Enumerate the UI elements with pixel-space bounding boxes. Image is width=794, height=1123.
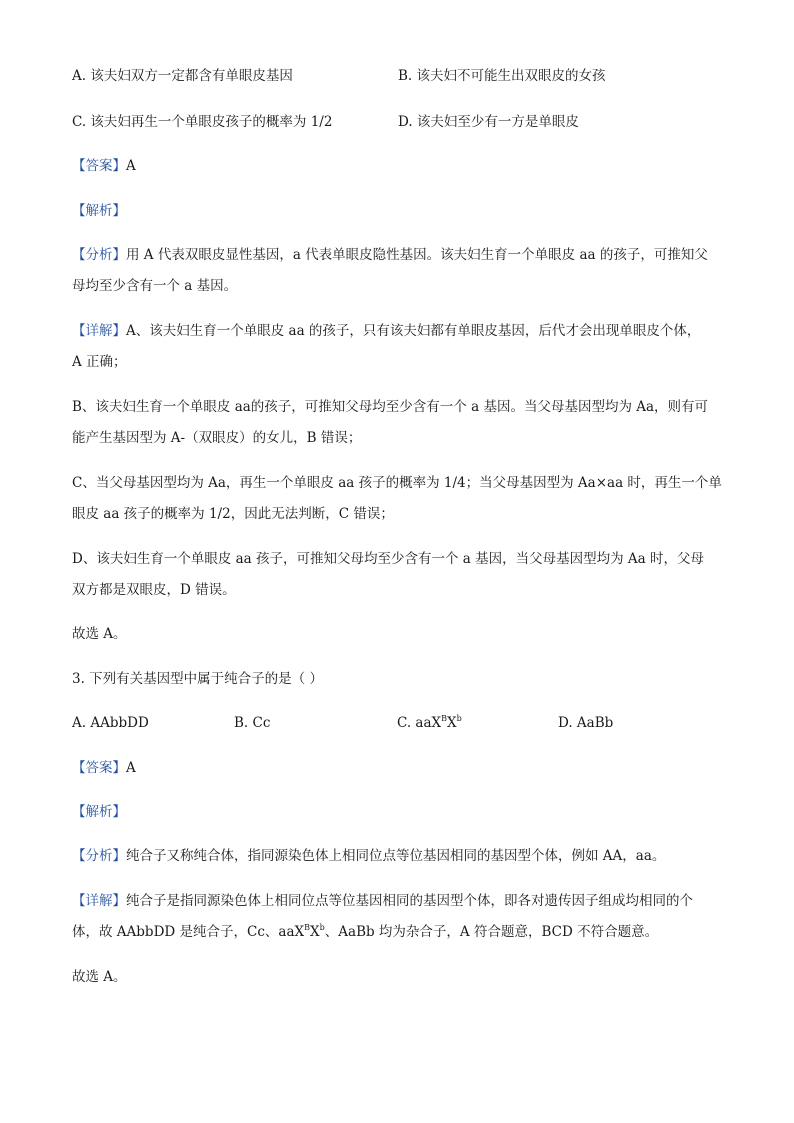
q3-analysis-heading: 【解析】	[72, 804, 126, 820]
option-c-text: C. aaX	[397, 715, 442, 731]
option-c-text-mid: X	[447, 715, 457, 731]
q2-xiangjie-line-2: A 正确；	[72, 354, 127, 370]
xiangjie-text: A、该夫妇生育一个单眼皮 aa 的孩子，只有该夫妇都有单眼皮基因，后代才会出现单眼皮个体，	[126, 323, 701, 339]
q3-option-b: B. Cc	[234, 715, 271, 731]
answer-value: A	[126, 158, 136, 174]
q3-option-c	[397, 714, 462, 732]
xiangjie-tag: 【详解】	[72, 893, 126, 909]
q2-xiangjie-line-1	[72, 322, 700, 340]
q2-d-line-1: D、该夫妇生育一个单眼皮 aa 孩子，可推知父母均至少含有一个 a 基因，当父母基因型均为 Aa 时，父母	[72, 551, 705, 567]
q3-xiangjie-line-2	[72, 923, 658, 941]
answer-tag: 【答案】	[72, 760, 126, 776]
q2-fenxi-line-1	[72, 246, 708, 264]
xiangjie-text-pre: 体，故 AAbbDD 是纯合子，Cc、aaX	[72, 924, 305, 940]
q2-option-b: B. 该夫妇不可能生出双眼皮的女孩	[398, 68, 606, 84]
option-c-sup-2: b	[456, 714, 462, 723]
q2-analysis-heading: 【解析】	[72, 203, 126, 219]
option-c-sup-1: B	[441, 714, 448, 723]
fenxi-text: 用 A 代表双眼皮显性基因，a 代表单眼皮隐性基因。该夫妇生育一个单眼皮 aa 的孩子，可推知父	[126, 247, 708, 263]
q2-d-line-2: 双方都是双眼皮，D 错误。	[72, 582, 236, 598]
q2-c-line-1: C、当父母基因型均为 Aa，再生一个单眼皮 aa 孩子的概率为 1/4；当父母基因型为 Aa×aa 时，再生一个单	[72, 475, 722, 491]
answer-value: A	[126, 760, 136, 776]
fenxi-tag: 【分析】	[72, 848, 126, 864]
q2-c-line-2: 眼皮 aa 孩子的概率为 1/2，因此无法判断，C 错误；	[72, 506, 394, 522]
xiangjie-text-mid: X	[310, 924, 320, 940]
xiangjie-text-post: 、AaBb 均为杂合子，A 符合题意，BCD 不符合题意。	[324, 924, 659, 940]
fenxi-tag: 【分析】	[72, 247, 126, 263]
xiangjie-text: 纯合子是指同源染色体上相同位点等位基因相同的基因型个体，即各对遗传因子组成均相同的个	[126, 893, 693, 909]
xiangjie-tag: 【详解】	[72, 323, 126, 339]
q3-conclusion: 故选 A。	[72, 969, 127, 985]
q2-b-line-2: 能产生基因型为 A-（双眼皮）的女儿，B 错误；	[72, 430, 362, 446]
q3-xiangjie-line-1	[72, 892, 693, 910]
q2-option-a: A. 该夫妇双方一定都含有单眼皮基因	[72, 68, 293, 84]
answer-tag: 【答案】	[72, 158, 126, 174]
q2-option-c: C. 该夫妇再生一个单眼皮孩子的概率为 1/2	[72, 114, 333, 130]
q3-fenxi	[72, 847, 665, 865]
q2-fenxi-line-2: 母均至少含有一个 a 基因。	[72, 278, 238, 294]
q3-option-a: A. AAbbDD	[72, 715, 149, 731]
q2-answer	[72, 157, 136, 175]
q2-b-line-1: B、该夫妇生育一个单眼皮 aa的孩子，可推知父母均至少含有一个 a 基因。当父母基因型均为 Aa，则有可	[72, 399, 709, 415]
q3-question: 3. 下列有关基因型中属于纯合子的是（ ）	[72, 671, 323, 687]
q2-conclusion: 故选 A。	[72, 626, 127, 642]
fenxi-text: 纯合子又称纯合体，指同源染色体上相同位点等位基因相同的基因型个体，例如 AA，aa。	[126, 848, 666, 864]
xiangjie-sup-1: B	[304, 923, 311, 932]
xiangjie-sup-2: b	[319, 923, 325, 932]
q3-option-d: D. AaBb	[558, 715, 614, 731]
q3-answer	[72, 759, 136, 777]
q2-option-d: D. 该夫妇至少有一方是单眼皮	[398, 114, 579, 130]
